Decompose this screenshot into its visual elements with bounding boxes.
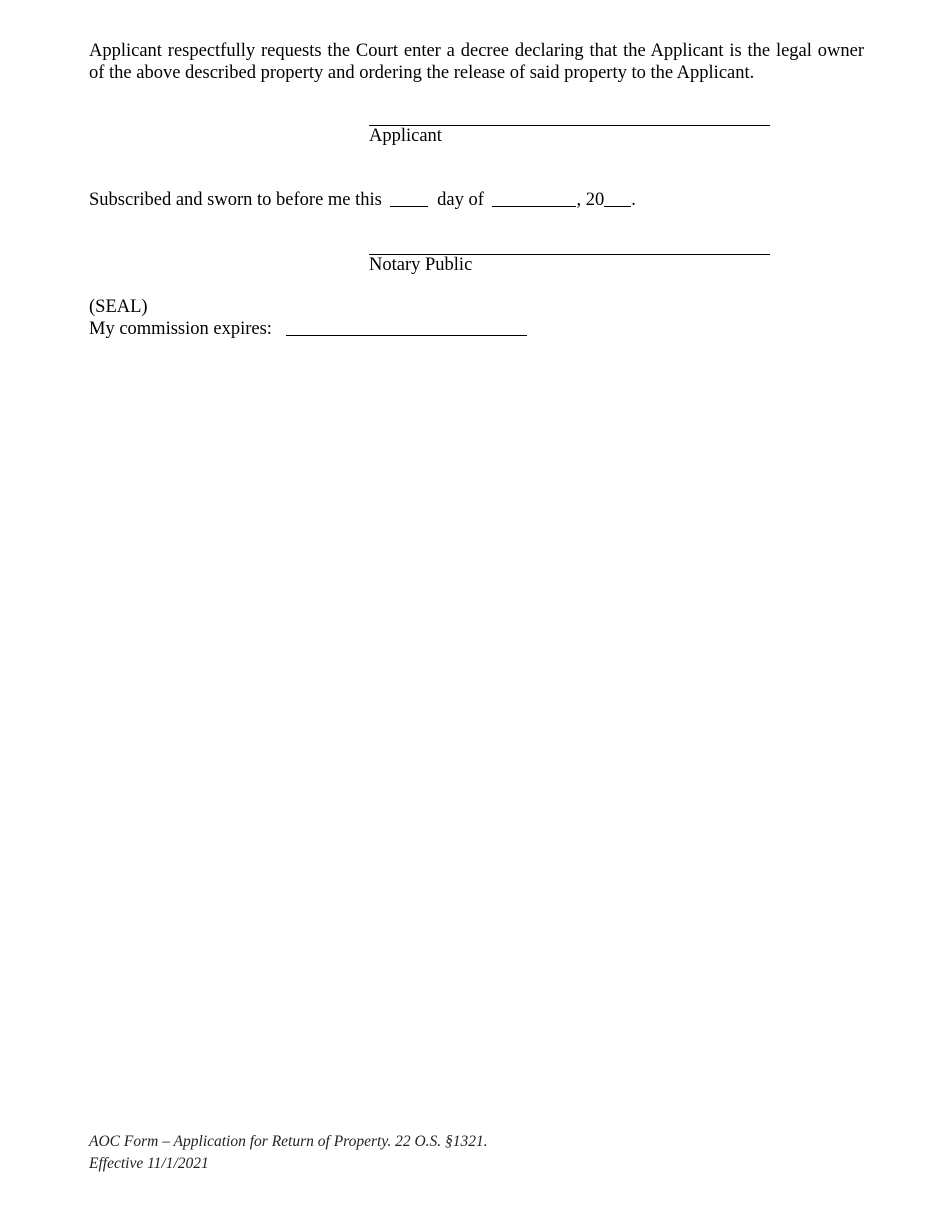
month-blank[interactable] (492, 206, 576, 207)
year-blank[interactable] (604, 206, 631, 207)
applicant-signature-label: Applicant (369, 126, 442, 146)
request-paragraph-line-2: of the above described property and ordering the release of said property to the Applicant. (89, 63, 755, 83)
footer (89, 1131, 488, 1175)
oath-text-2: day of (437, 190, 484, 210)
day-blank[interactable] (390, 206, 428, 207)
request-paragraph (89, 40, 864, 84)
oath-statement (89, 190, 636, 211)
commission-expires-label: My commission expires: (89, 319, 272, 339)
oath-text-1: Subscribed and sworn to before me this (89, 190, 382, 210)
footer-effective-date: Effective 11/1/2021 (89, 1155, 209, 1172)
commission-expires-blank[interactable] (286, 335, 527, 336)
footer-form-title: AOC Form – Application for Return of Property. 22 O.S. §1321. (89, 1133, 488, 1150)
oath-text-4: . (631, 190, 636, 210)
seal-label: (SEAL) (89, 297, 148, 317)
request-paragraph-line-1: Applicant respectfully requests the Court enter a decree declaring that the Applicant is the legal owner (89, 41, 864, 61)
commission-expires (89, 319, 527, 340)
notary-signature-label: Notary Public (369, 255, 473, 275)
oath-text-3: , 20 (576, 190, 605, 210)
